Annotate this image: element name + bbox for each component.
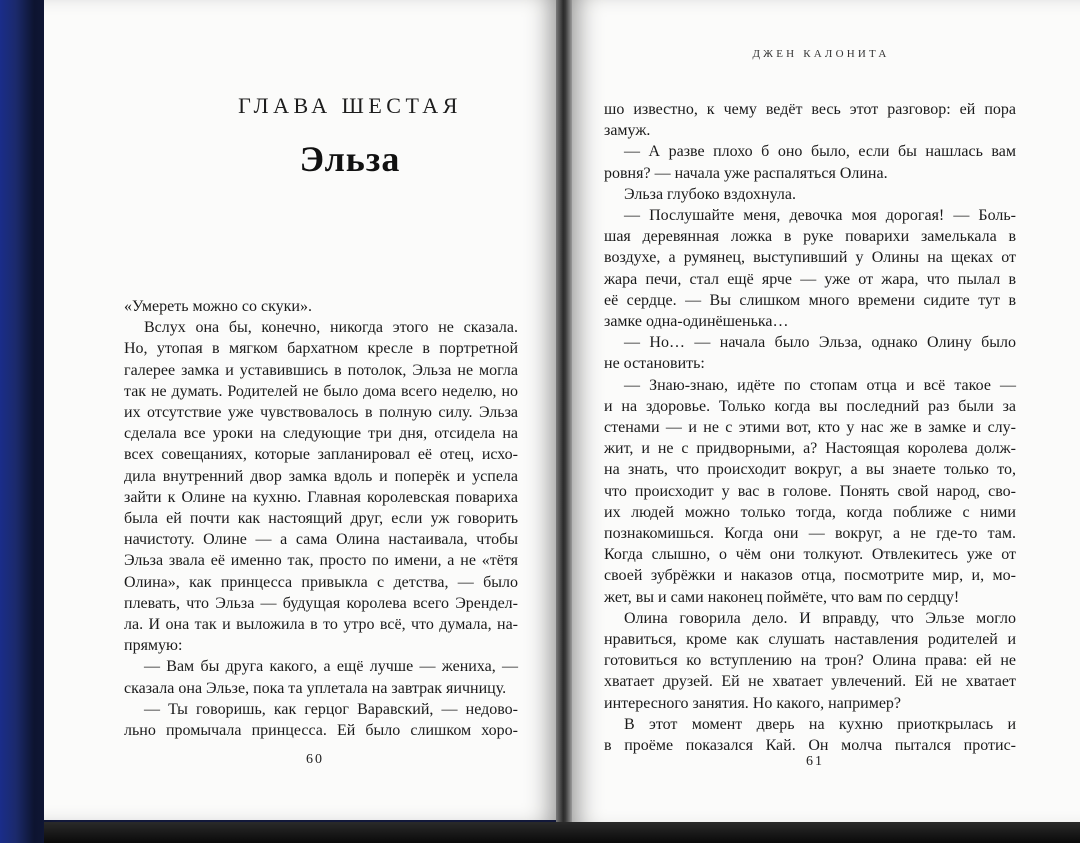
text-line: шая деревянная ложка в руке поварихи замелькала в [604,228,1016,246]
chapter-label: ГЛАВА ШЕСТАЯ [238,93,462,118]
text-line: Но, утопая в мягком бархатном кресле в портретной [124,340,518,358]
book-gutter [556,0,572,843]
text-line: их отсутствие уже чувствовалось в полную силу. Эльза [124,404,518,422]
text-line: — Ты говоришь, как герцог Варавский, — недово- [144,700,518,718]
text-line: её сердце. — Вы слишком много времени сидите тут в [604,291,1016,309]
text-line: в проёме показался Кай. Он молча пытался протис- [604,737,1016,755]
text-line: интересного занятия. Но какого, например? [604,694,902,712]
text-line: Когда слышно, о чём они толкуют. Отвлекитесь уже от [604,546,1016,564]
page-number-right: 61 [806,754,824,769]
running-head: ДЖЕН КАЛОНИТА [752,48,890,60]
text-line: плевать, что Эльза — будущая королева всего Эрендел- [124,594,518,612]
text-line: и на здоровье. Только когда вы последний раз были за [604,397,1016,415]
text-line: так не думать. Родителей не было дома всего неделю, но [124,382,518,400]
chapter-title: Эльза [299,139,401,179]
text-line: сделала все уроки на следующие три дня, отсидела на [124,425,518,443]
text-line: жет, вы и сами наконец поймёте, что вам по сердцу! [604,588,960,606]
text-line: — Но… — начала было Эльза, однако Олину было [624,334,1016,352]
text-line: готовиться ко вступлению на трон? Олина права: ей не [604,652,1016,670]
page-number-left: 60 [306,752,324,767]
book-bottom-edge [44,822,1080,843]
text-line: шо известно, к чему ведёт весь этот разговор: ей пора [604,101,1016,118]
right-page-text [604,99,1016,756]
text-line: — А разве плохо б оно было, если бы нашлась вам [624,143,1016,161]
text-line: — Знаю-знаю, идёте по стопам отца и всё такое — [624,376,1016,394]
text-line: на знать, что происходит вокруг, а вы знаете только то, [604,461,1016,479]
text-line: своей зубрёжки и наказов отца, посмотрите мир, и, мо- [604,567,1016,585]
text-line: ла. И она так и выложила в то утро всё, что думала, на- [124,616,518,634]
text-line: жара печи, стал ещё ярче — уже от жара, что пылал в [604,270,1016,288]
text-line: Эльза звала её именно так, просто по имени, а не «тётя [124,552,518,570]
text-line: «Умереть можно со скуки». [124,298,312,315]
text-line: была ей почти как настоящий друг, если уж говорить [124,510,518,528]
text-line: познакомишься. Когда они — вокруг, а не где-то там. [604,525,1016,543]
text-line: В этот момент дверь на кухню приоткрылась и [624,715,1016,733]
text-line: их людей можно только тогда, когда поближе с ними [604,503,1016,521]
text-line: зайти к Олине на кухню. Главная королевская повариха [124,488,518,506]
text-line: стенами — и не с этими вот, кто у нас же в замке и слу- [604,419,1016,437]
text-line: что происходит у вас в голове. Понять свой народ, сво- [604,482,1016,500]
text-line: начистоту. Олине — а сама Олина настаивала, чтобы [124,531,518,549]
left-page-text [124,296,518,741]
text-line: не остановить: [604,355,705,373]
text-line: дила внутренний двор замка вдоль и поперёк и успела [124,467,518,485]
text-line: жит, и не с придворными, а? Настоящая королева долж- [604,440,1016,458]
text-line: — Послушайте меня, девочка моя дорогая! — Боль- [624,207,1016,225]
text-line: галерее замка и уставившись в потолок, Эльза не могла [124,361,518,379]
text-line: Олина говорила дело. И вправду, что Эльзе могло [624,609,1016,627]
text-line: воздухе, а румянец, выступивший у Олины на щеках от [604,249,1016,267]
text-line: льно промычала принцесса. Ей было слишком хоро- [124,722,518,740]
text-line: всех совещаниях, которые запланировал её отец, исхо- [124,446,518,464]
text-line: нравиться, кроме как слушать наставления родителей и [604,631,1016,649]
text-line: замуж. [604,122,651,140]
text-line: Вслух она бы, конечно, никогда этого не сказала. [144,319,518,337]
text-line: — Вам бы друга какого, а ещё лучше — жениха, — [144,658,518,676]
text-line: хватает друзей. Ей не хватает увлечений. Ей не хватает [604,673,1016,691]
text-line: Эльза глубоко вздохнула. [624,185,796,203]
text-line: прямую: [124,637,183,655]
text-line: замке одна-одинёшенька… [604,313,789,331]
text-line: Олина», как принцесса привыкла с детства, — было [124,573,518,591]
text-line: ровня? — начала уже распаляться Олина. [604,164,888,182]
text-line: сказала она Эльзе, пока та уплетала на завтрак яичницу. [124,679,507,697]
